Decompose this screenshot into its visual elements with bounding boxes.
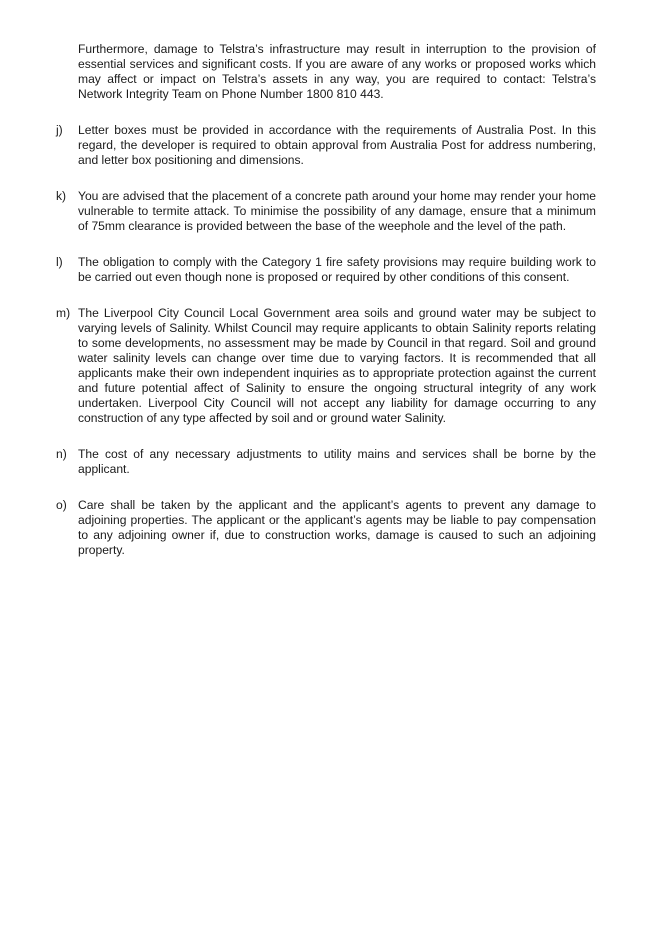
item-text: The obligation to comply with the Category 1 fire safety provisions may require building work to be carried out even though none is proposed or required by other conditions of this consent. — [78, 255, 596, 284]
item-label: l) — [56, 255, 63, 269]
list-item-n — [56, 447, 596, 477]
item-text: You are advised that the placement of a concrete path around your home may render your home vulnerable to termite attack. To minimise the possibility of any damage, ensure that a minimum of 75mm clearance is provided between the base of the weephole and the level of the path. — [78, 189, 596, 233]
item-label: j) — [56, 123, 63, 137]
item-text: The cost of any necessary adjustments to utility mains and services shall be borne by the applicant. — [78, 447, 596, 476]
list-item-k — [56, 189, 596, 234]
item-text: Letter boxes must be provided in accordance with the requirements of Australia Post. In this regard, the developer is required to obtain approval from Australia Post for address numbering, and letter box positioning and dimensions. — [78, 123, 596, 167]
item-label: k) — [56, 189, 67, 203]
document-body — [56, 42, 596, 579]
item-label: n) — [56, 447, 67, 461]
item-label: o) — [56, 498, 67, 512]
intro-paragraph: Furthermore, damage to Telstra’s infrastructure may result in interruption to the provision of essential services and significant costs. If you are aware of any works or proposed works which may affect or impact on Telstra’s assets in any way, you are required to contact: Telstra’s Network Integrity Team on Phone Number 1800 810 443. — [78, 42, 596, 101]
item-text: The Liverpool City Council Local Government area soils and ground water may be subject to varying levels of Salinity. Whilst Council may require applicants to obtain Salinity reports relating to some developments, no assessment may be made by Council in that regard. Soil and ground water salinity levels can change over time due to varying factors. It is recommended that all applicants make their own independent inquiries as to appropriate protection against the current and future potential affect of Salinity to ensure the ongoing structural integrity of any work undertaken. Liverpool City Council will not accept any liability for damage occurring to any construction of any type affected by soil and or ground water Salinity. — [78, 306, 596, 425]
list-item-l — [56, 255, 596, 285]
item-text: Care shall be taken by the applicant and the applicant’s agents to prevent any damage to adjoining properties. The applicant or the applicant’s agents may be liable to pay compensation to any adjoining owner if, due to construction works, damage is caused to such an adjoining property. — [78, 498, 596, 557]
item-label: m) — [56, 306, 71, 320]
list-item-o — [56, 498, 596, 558]
list-item-j — [56, 123, 596, 168]
list-item-m — [56, 306, 596, 426]
